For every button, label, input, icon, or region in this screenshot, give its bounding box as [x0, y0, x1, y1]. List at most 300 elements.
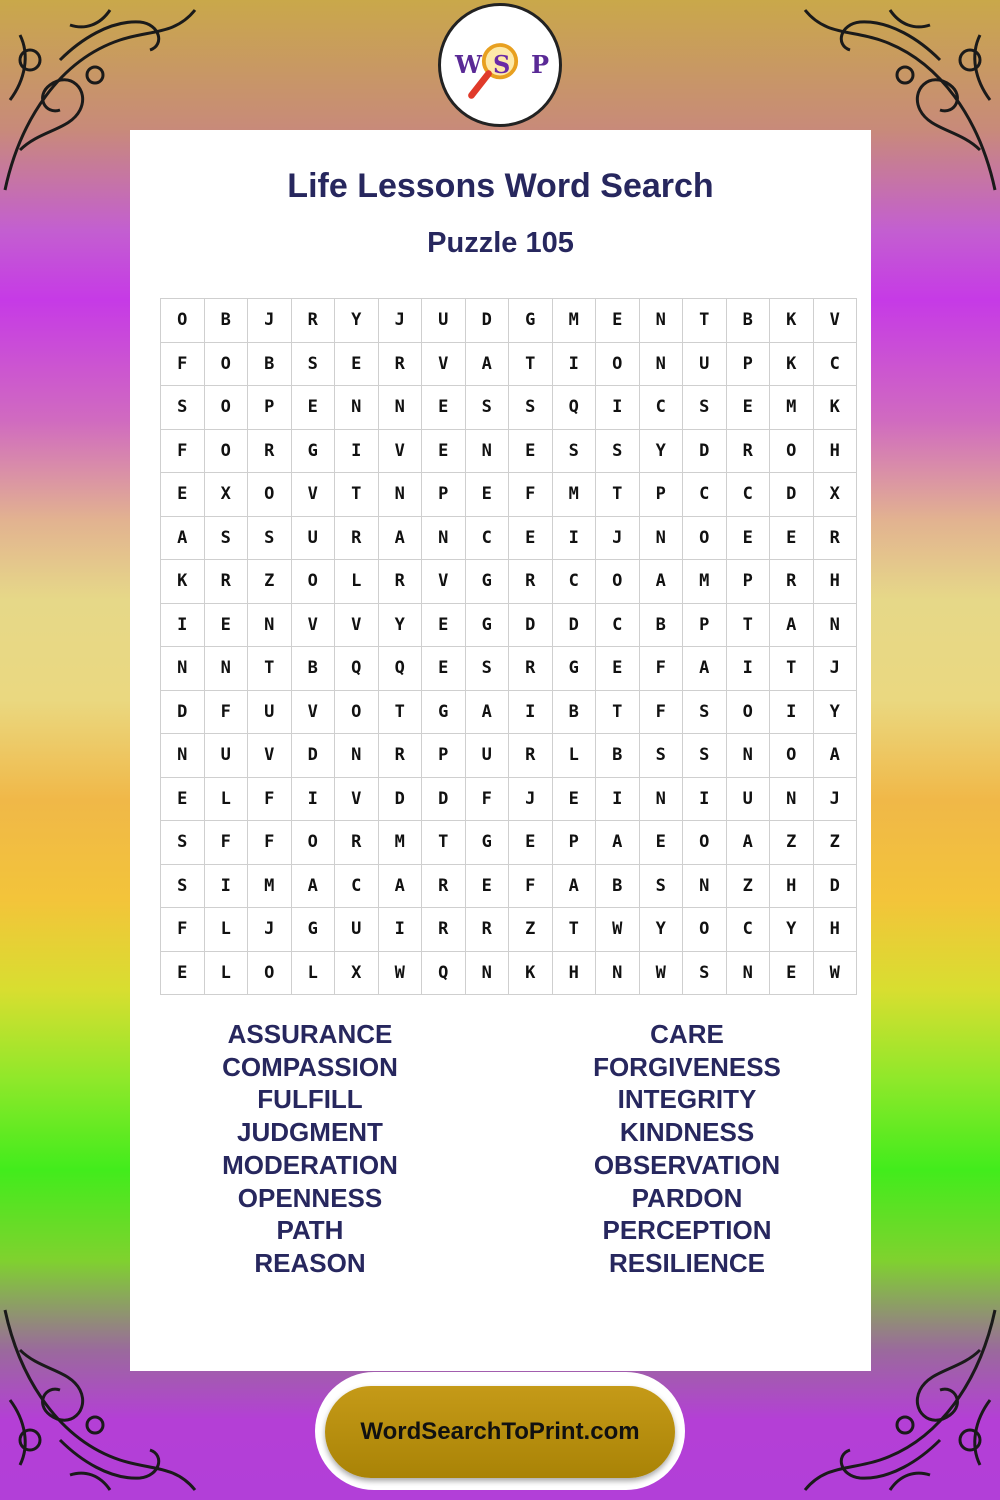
grid-cell[interactable]: G [465, 821, 509, 865]
grid-cell[interactable]: O [248, 473, 292, 517]
grid-cell[interactable]: N [596, 951, 640, 995]
grid-cell[interactable]: C [596, 603, 640, 647]
grid-cell[interactable]: F [204, 690, 248, 734]
grid-cell[interactable]: C [639, 386, 683, 430]
grid-cell[interactable]: M [248, 864, 292, 908]
grid-cell[interactable]: S [683, 386, 727, 430]
grid-cell[interactable]: I [770, 690, 814, 734]
site-link[interactable]: WordSearchToPrint.com [325, 1386, 675, 1478]
grid-cell[interactable]: F [161, 908, 205, 952]
word-list-item: FORGIVENESS [593, 1051, 781, 1082]
grid-cell[interactable]: V [291, 603, 335, 647]
grid-cell[interactable]: K [770, 342, 814, 386]
grid-row [161, 777, 857, 821]
grid-cell[interactable]: E [509, 429, 553, 473]
grid-cell[interactable]: H [770, 864, 814, 908]
grid-cell[interactable]: S [161, 864, 205, 908]
grid-cell[interactable]: O [770, 429, 814, 473]
grid-cell[interactable]: N [726, 734, 770, 778]
grid-cell[interactable]: P [683, 603, 727, 647]
grid-cell[interactable]: H [813, 560, 857, 604]
grid-cell[interactable]: I [552, 342, 596, 386]
grid-cell[interactable]: E [465, 864, 509, 908]
grid-cell[interactable]: R [813, 516, 857, 560]
grid-cell[interactable]: C [552, 560, 596, 604]
grid-cell[interactable]: A [161, 516, 205, 560]
grid-cell[interactable]: G [422, 690, 466, 734]
grid-cell[interactable]: N [465, 951, 509, 995]
word-list-item: PARDON [631, 1182, 743, 1213]
grid-cell[interactable]: Q [378, 647, 422, 691]
grid-cell[interactable]: F [248, 821, 292, 865]
grid-cell[interactable]: F [639, 690, 683, 734]
word-list-item: KINDNESS [619, 1117, 755, 1148]
grid-cell[interactable]: F [509, 473, 553, 517]
grid-cell[interactable]: S [161, 821, 205, 865]
grid-cell[interactable]: I [509, 690, 553, 734]
grid-cell[interactable]: E [335, 342, 379, 386]
grid-row [161, 690, 857, 734]
grid-cell[interactable]: R [509, 647, 553, 691]
grid-cell[interactable]: W [813, 951, 857, 995]
grid-cell[interactable]: I [335, 429, 379, 473]
grid-cell[interactable]: S [596, 429, 640, 473]
grid-cell[interactable]: R [204, 560, 248, 604]
grid-cell[interactable]: I [683, 777, 727, 821]
grid-cell[interactable]: V [335, 777, 379, 821]
grid-cell[interactable]: O [204, 429, 248, 473]
word-list-item: OPENNESS [237, 1182, 383, 1213]
grid-cell[interactable]: S [639, 734, 683, 778]
grid-cell[interactable]: A [639, 560, 683, 604]
grid-cell[interactable]: B [204, 299, 248, 343]
word-list-item: RESILIENCE [608, 1247, 766, 1278]
grid-cell[interactable]: R [465, 908, 509, 952]
grid-cell[interactable]: C [465, 516, 509, 560]
grid-cell[interactable]: M [683, 560, 727, 604]
grid-cell[interactable]: J [813, 647, 857, 691]
grid-row [161, 864, 857, 908]
grid-cell[interactable]: E [552, 777, 596, 821]
grid-cell[interactable]: E [204, 603, 248, 647]
word-list-left [130, 1018, 490, 1280]
grid-cell[interactable]: S [248, 516, 292, 560]
grid-cell[interactable]: U [683, 342, 727, 386]
grid-cell[interactable]: I [726, 647, 770, 691]
grid-cell[interactable]: D [161, 690, 205, 734]
logo-letter-s: S [493, 50, 511, 79]
grid-cell[interactable]: L [291, 951, 335, 995]
grid-cell[interactable]: S [683, 734, 727, 778]
grid-cell[interactable]: T [770, 647, 814, 691]
grid-cell[interactable]: C [335, 864, 379, 908]
grid-cell[interactable]: P [639, 473, 683, 517]
grid-cell[interactable]: T [596, 690, 640, 734]
word-list-right [507, 1018, 867, 1280]
grid-cell[interactable]: U [422, 299, 466, 343]
grid-cell[interactable]: J [248, 908, 292, 952]
grid-cell[interactable]: U [204, 734, 248, 778]
grid-row [161, 473, 857, 517]
grid-cell[interactable]: W [378, 951, 422, 995]
grid-cell[interactable]: N [639, 299, 683, 343]
grid-cell[interactable]: K [770, 299, 814, 343]
grid-cell[interactable]: B [596, 734, 640, 778]
grid-cell[interactable]: Y [813, 690, 857, 734]
grid-cell[interactable]: T [335, 473, 379, 517]
grid-cell[interactable]: Q [422, 951, 466, 995]
grid-cell[interactable]: F [161, 342, 205, 386]
grid-cell[interactable]: Z [813, 821, 857, 865]
grid-cell[interactable]: A [465, 342, 509, 386]
grid-row [161, 516, 857, 560]
grid-cell[interactable]: Y [639, 908, 683, 952]
grid-cell[interactable]: D [378, 777, 422, 821]
grid-cell[interactable]: N [161, 734, 205, 778]
grid-cell[interactable]: D [422, 777, 466, 821]
grid-cell[interactable]: O [161, 299, 205, 343]
grid-cell[interactable]: C [813, 342, 857, 386]
grid-row [161, 951, 857, 995]
grid-cell[interactable]: Z [726, 864, 770, 908]
grid-cell[interactable]: T [509, 342, 553, 386]
grid-cell[interactable]: O [726, 690, 770, 734]
grid-cell[interactable]: Z [770, 821, 814, 865]
grid-cell[interactable]: O [291, 821, 335, 865]
grid-cell[interactable]: S [465, 386, 509, 430]
grid-cell[interactable]: R [335, 516, 379, 560]
grid-cell[interactable]: T [552, 908, 596, 952]
grid-cell[interactable]: N [335, 734, 379, 778]
grid-row [161, 386, 857, 430]
grid-cell[interactable]: H [813, 429, 857, 473]
grid-cell[interactable]: F [204, 821, 248, 865]
grid-cell[interactable]: P [248, 386, 292, 430]
grid-cell[interactable]: S [465, 647, 509, 691]
grid-cell[interactable]: D [813, 864, 857, 908]
grid-cell[interactable]: N [378, 473, 422, 517]
grid-cell[interactable]: B [596, 864, 640, 908]
grid-cell[interactable]: T [422, 821, 466, 865]
grid-cell[interactable]: R [291, 299, 335, 343]
grid-cell[interactable]: B [248, 342, 292, 386]
grid-cell[interactable]: N [422, 516, 466, 560]
grid-cell[interactable]: E [726, 516, 770, 560]
grid-cell[interactable]: I [161, 603, 205, 647]
grid-cell[interactable]: O [683, 821, 727, 865]
grid-cell[interactable]: H [552, 951, 596, 995]
grid-cell[interactable]: O [291, 560, 335, 604]
site-logo[interactable] [438, 3, 562, 127]
grid-cell[interactable]: N [465, 429, 509, 473]
puzzle-card [130, 130, 871, 1371]
grid-cell[interactable]: O [335, 690, 379, 734]
grid-cell[interactable]: N [770, 777, 814, 821]
grid-cell[interactable]: E [726, 386, 770, 430]
grid-cell[interactable]: W [639, 951, 683, 995]
grid-cell[interactable]: R [378, 734, 422, 778]
grid-cell[interactable]: A [378, 516, 422, 560]
grid-cell[interactable]: E [639, 821, 683, 865]
grid-cell[interactable]: S [683, 690, 727, 734]
grid-cell[interactable]: S [204, 516, 248, 560]
grid-cell[interactable]: E [161, 473, 205, 517]
grid-cell[interactable]: Y [770, 908, 814, 952]
grid-cell[interactable]: I [596, 386, 640, 430]
word-list-item: JUDGMENT [237, 1117, 383, 1148]
grid-cell[interactable]: E [422, 429, 466, 473]
grid-cell[interactable]: R [770, 560, 814, 604]
grid-cell[interactable]: N [161, 647, 205, 691]
grid-cell[interactable]: T [248, 647, 292, 691]
word-list-item: FULFILL [257, 1084, 363, 1115]
grid-cell[interactable]: X [335, 951, 379, 995]
grid-cell[interactable]: J [248, 299, 292, 343]
grid-cell[interactable]: D [683, 429, 727, 473]
grid-cell[interactable]: J [813, 777, 857, 821]
grid-cell[interactable]: S [509, 386, 553, 430]
grid-cell[interactable]: U [291, 516, 335, 560]
grid-cell[interactable]: F [248, 777, 292, 821]
grid-cell[interactable]: J [509, 777, 553, 821]
grid-cell[interactable]: E [770, 951, 814, 995]
grid-cell[interactable]: V [813, 299, 857, 343]
grid-cell[interactable]: A [378, 864, 422, 908]
grid-cell[interactable]: P [726, 560, 770, 604]
grid-cell[interactable]: N [639, 777, 683, 821]
grid-cell[interactable]: E [596, 299, 640, 343]
grid-cell[interactable]: T [683, 299, 727, 343]
grid-cell[interactable]: A [596, 821, 640, 865]
grid-cell[interactable]: I [596, 777, 640, 821]
grid-cell[interactable]: Y [335, 299, 379, 343]
grid-cell[interactable]: E [161, 951, 205, 995]
grid-cell[interactable]: Z [509, 908, 553, 952]
logo-letter-p: P [531, 50, 550, 79]
grid-cell[interactable]: F [639, 647, 683, 691]
grid-cell[interactable]: O [683, 908, 727, 952]
grid-cell[interactable]: E [770, 516, 814, 560]
grid-cell[interactable]: C [683, 473, 727, 517]
grid-cell[interactable]: O [596, 342, 640, 386]
grid-cell[interactable]: O [204, 386, 248, 430]
grid-cell[interactable]: N [335, 386, 379, 430]
grid-cell[interactable]: A [813, 734, 857, 778]
grid-row [161, 734, 857, 778]
grid-cell[interactable]: F [465, 777, 509, 821]
word-list-item: OBSERVATION [593, 1149, 781, 1180]
grid-cell[interactable]: Q [552, 386, 596, 430]
grid-cell[interactable]: N [683, 864, 727, 908]
grid-cell[interactable]: L [204, 951, 248, 995]
grid-cell[interactable]: E [509, 821, 553, 865]
grid-cell[interactable]: X [204, 473, 248, 517]
grid-cell[interactable]: B [552, 690, 596, 734]
grid-cell[interactable]: O [248, 951, 292, 995]
grid-cell[interactable]: F [509, 864, 553, 908]
grid-cell[interactable]: P [422, 734, 466, 778]
logo-letter-w: W [455, 50, 482, 79]
grid-cell[interactable]: V [291, 473, 335, 517]
footer-banner [315, 1372, 685, 1490]
grid-cell[interactable]: V [422, 560, 466, 604]
grid-cell[interactable]: E [161, 777, 205, 821]
grid-cell[interactable]: L [204, 908, 248, 952]
grid-cell[interactable]: Q [335, 647, 379, 691]
grid-row [161, 647, 857, 691]
grid-cell[interactable]: A [726, 821, 770, 865]
grid-cell[interactable]: V [378, 429, 422, 473]
grid-cell[interactable]: T [596, 473, 640, 517]
grid-cell[interactable]: V [248, 734, 292, 778]
grid-cell[interactable]: P [726, 342, 770, 386]
grid-cell[interactable]: I [552, 516, 596, 560]
grid-cell[interactable]: O [204, 342, 248, 386]
grid-cell[interactable]: B [291, 647, 335, 691]
grid-cell[interactable]: H [813, 908, 857, 952]
word-list-item: CARE [650, 1019, 724, 1049]
grid-cell[interactable]: B [639, 603, 683, 647]
grid-cell[interactable]: Y [378, 603, 422, 647]
grid-cell[interactable]: O [596, 560, 640, 604]
grid-cell[interactable]: G [291, 429, 335, 473]
grid-cell[interactable]: F [161, 429, 205, 473]
grid-row [161, 342, 857, 386]
grid-cell[interactable]: I [378, 908, 422, 952]
grid-cell[interactable]: A [770, 603, 814, 647]
grid-cell[interactable]: N [248, 603, 292, 647]
word-list-item: ASSURANCE [227, 1019, 393, 1049]
grid-cell[interactable]: V [422, 342, 466, 386]
grid-cell[interactable]: U [335, 908, 379, 952]
grid-cell[interactable]: L [204, 777, 248, 821]
grid-row [161, 560, 857, 604]
word-list-item: PERCEPTION [602, 1215, 772, 1246]
grid-cell[interactable]: Z [248, 560, 292, 604]
grid-cell[interactable]: A [683, 647, 727, 691]
grid-cell[interactable]: E [596, 647, 640, 691]
grid-cell[interactable]: R [422, 864, 466, 908]
grid-cell[interactable]: R [378, 342, 422, 386]
grid-cell[interactable]: D [552, 603, 596, 647]
grid-cell[interactable]: K [161, 560, 205, 604]
word-list-item: PATH [276, 1215, 344, 1246]
grid-cell[interactable]: D [291, 734, 335, 778]
grid-cell[interactable]: G [465, 603, 509, 647]
grid-cell[interactable]: S [552, 429, 596, 473]
grid-row [161, 821, 857, 865]
puzzle-number: Puzzle 105 [427, 227, 574, 259]
grid-cell[interactable]: C [726, 908, 770, 952]
grid-cell[interactable]: D [465, 299, 509, 343]
word-list-item: MODERATION [222, 1149, 398, 1180]
grid-cell[interactable]: U [726, 777, 770, 821]
grid-cell[interactable]: T [726, 603, 770, 647]
grid-cell[interactable]: D [770, 473, 814, 517]
grid-cell[interactable]: Y [639, 429, 683, 473]
grid-cell[interactable]: M [552, 473, 596, 517]
grid-cell[interactable]: G [291, 908, 335, 952]
word-list-item: COMPASSION [222, 1051, 398, 1082]
grid-cell[interactable]: G [552, 647, 596, 691]
grid-cell[interactable]: E [465, 473, 509, 517]
grid-cell[interactable]: J [596, 516, 640, 560]
grid-cell[interactable]: T [378, 690, 422, 734]
grid-cell[interactable]: S [639, 864, 683, 908]
grid-cell[interactable]: G [509, 299, 553, 343]
grid-cell[interactable]: N [726, 951, 770, 995]
grid-cell[interactable]: N [639, 516, 683, 560]
grid-cell[interactable]: O [770, 734, 814, 778]
grid-cell[interactable]: K [813, 386, 857, 430]
grid-cell[interactable]: R [422, 908, 466, 952]
grid-cell[interactable]: R [509, 560, 553, 604]
grid-cell[interactable]: B [726, 299, 770, 343]
page-title: Life Lessons Word Search [287, 167, 714, 205]
grid-row [161, 603, 857, 647]
grid-cell[interactable]: R [509, 734, 553, 778]
grid-cell[interactable]: R [335, 821, 379, 865]
grid-cell[interactable]: E [291, 386, 335, 430]
grid-cell[interactable]: N [639, 342, 683, 386]
grid-cell[interactable]: C [726, 473, 770, 517]
grid-cell[interactable]: J [378, 299, 422, 343]
grid-cell[interactable]: G [465, 560, 509, 604]
word-list-item: REASON [254, 1247, 366, 1278]
grid-cell[interactable]: R [378, 560, 422, 604]
grid-cell[interactable]: E [422, 647, 466, 691]
grid-cell[interactable]: E [422, 603, 466, 647]
grid-cell[interactable]: I [204, 864, 248, 908]
grid-cell[interactable]: A [465, 690, 509, 734]
word-list-item: INTEGRITY [617, 1084, 757, 1115]
grid-row [161, 299, 857, 343]
grid-cell[interactable]: S [291, 342, 335, 386]
grid-cell[interactable]: A [291, 864, 335, 908]
grid-cell[interactable]: O [683, 516, 727, 560]
grid-cell[interactable]: V [335, 603, 379, 647]
grid-cell[interactable]: E [422, 386, 466, 430]
grid-cell[interactable]: M [378, 821, 422, 865]
grid-cell[interactable]: U [248, 690, 292, 734]
grid-cell[interactable]: W [596, 908, 640, 952]
grid-cell[interactable]: U [465, 734, 509, 778]
grid-cell[interactable]: M [770, 386, 814, 430]
grid-cell[interactable]: S [161, 386, 205, 430]
grid-cell[interactable]: R [726, 429, 770, 473]
grid-cell[interactable]: I [291, 777, 335, 821]
grid-cell[interactable]: M [552, 299, 596, 343]
grid-cell[interactable]: N [378, 386, 422, 430]
grid-cell[interactable]: A [552, 864, 596, 908]
letter-grid[interactable] [160, 298, 857, 995]
grid-cell[interactable]: E [509, 516, 553, 560]
grid-cell[interactable]: L [335, 560, 379, 604]
grid-cell[interactable]: X [813, 473, 857, 517]
grid-cell[interactable]: P [552, 821, 596, 865]
grid-cell[interactable]: K [509, 951, 553, 995]
grid-cell[interactable]: P [422, 473, 466, 517]
grid-cell[interactable]: V [291, 690, 335, 734]
grid-row [161, 429, 857, 473]
grid-cell[interactable]: R [248, 429, 292, 473]
grid-cell[interactable]: L [552, 734, 596, 778]
grid-cell[interactable]: N [204, 647, 248, 691]
grid-row [161, 908, 857, 952]
grid-cell[interactable]: D [509, 603, 553, 647]
grid-cell[interactable]: S [683, 951, 727, 995]
grid-cell[interactable]: N [813, 603, 857, 647]
